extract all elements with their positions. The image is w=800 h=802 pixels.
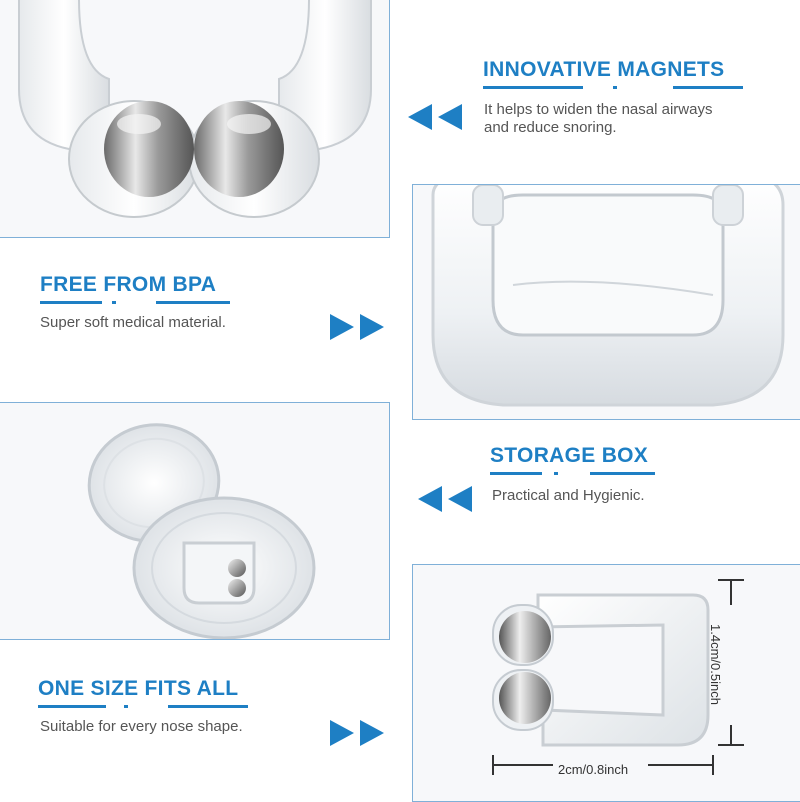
feature-desc-storage-box: Practical and Hygienic. [492,487,645,504]
double-triangle-right-icon [330,720,386,751]
feature-desc-free-from-bpa: Super soft medical material. [40,314,226,331]
feature-title-one-size-fits-all: ONE SIZE FITS ALL [38,677,239,700]
title-underline [490,472,655,475]
title-underline [38,705,248,708]
size-image-panel [412,564,800,802]
feature-desc-innovative-magnets: It helps to widen the nasal airways and reduce snoring. [484,101,713,136]
height-dimension-label: 1.4cm/0.5inch [707,624,723,705]
storage-box-illustration [0,403,390,640]
width-dimension-label: 2cm/0.8inch [558,762,629,777]
clip-material-illustration [413,185,800,420]
storage-box-image-panel [0,402,390,640]
bpa-free-image-panel [412,184,800,420]
double-triangle-left-icon [418,486,474,517]
feature-title-innovative-magnets: INNOVATIVE MAGNETS [483,58,725,81]
title-underline [40,301,230,304]
feature-title-free-from-bpa: FREE FROM BPA [40,273,217,296]
title-underline [483,86,743,89]
double-triangle-right-icon [330,314,386,345]
magnets-image-panel [0,0,390,238]
feature-title-storage-box: STORAGE BOX [490,444,649,467]
feature-desc-one-size-fits-all: Suitable for every nose shape. [40,718,243,735]
magnets-closeup-illustration [0,0,390,238]
double-triangle-left-icon [408,104,464,135]
